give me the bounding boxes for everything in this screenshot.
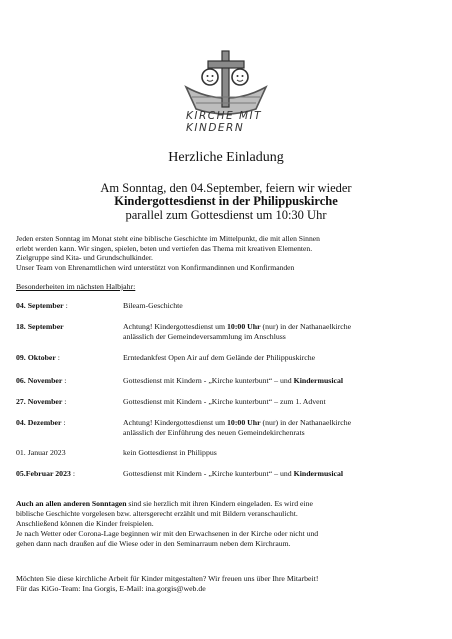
intro-line: erlebt werden kann. Wir singen, spielen, beten und vertiefen das Thema mit kreativen Elementen. bbox=[16, 243, 313, 253]
event-description: Gottesdienst mit Kindern - „Kirche kunterbunt“ – und Kindermusical bbox=[123, 469, 344, 478]
event-description: Gottesdienst mit Kindern - „Kirche kunterbunt“ – und Kindermusical bbox=[123, 376, 344, 385]
invitation-line-2: Kindergottesdienst in der Philippuskirche bbox=[114, 194, 338, 208]
logo-text-line2: KINDERN bbox=[186, 122, 245, 134]
event-date: 27. November : bbox=[16, 397, 67, 406]
event-date: 06. November : bbox=[16, 376, 67, 385]
intro-paragraph bbox=[16, 234, 436, 272]
closing-paragraph bbox=[16, 499, 440, 549]
intro-line: Zielgruppe sind Kita- und Grundschulkinder. bbox=[16, 253, 153, 263]
special-dates-heading: Besonderheiten im nächsten Halbjahr: bbox=[16, 282, 136, 291]
event-description: Achtung! Kindergottesdienst um 10:00 Uhr (nur) in der Nathanaelkirche anlässlich der Einführung des neuen Gemeindekirchenrats bbox=[123, 418, 352, 437]
invitation-line-3: parallel zum Gottesdienst um 10:30 Uhr bbox=[125, 208, 327, 222]
contact-line: Für das KiGo-Team: Ina Gorgis, E-Mail: ina.gorgis@web.de bbox=[16, 584, 206, 593]
event-date: 09. Oktober : bbox=[16, 353, 60, 362]
closing-line: Anschließend können die Kinder freispielen. bbox=[16, 519, 154, 528]
invitation-line-1: Am Sonntag, den 04.September, feiern wir wieder bbox=[100, 181, 352, 195]
logo-wordmark bbox=[186, 110, 286, 134]
event-description: kein Gottesdienst in Philippus bbox=[123, 448, 217, 457]
event-date: 18. September bbox=[16, 322, 64, 331]
event-description: Gottesdienst mit Kindern - „Kirche kunterbunt“ – zum 1. Advent bbox=[123, 397, 326, 406]
event-date: 05.Februar 2023 : bbox=[16, 469, 75, 478]
event-date: 04. Dezember : bbox=[16, 418, 66, 427]
event-description: Achtung! Kindergottesdienst um 10:00 Uhr (nur) in der Nathanaelkirche anlässlich der Gemeindeversammlung im Anschluss bbox=[123, 322, 352, 341]
event-description: Bileam-Geschichte bbox=[123, 301, 183, 310]
call-to-action: Möchten Sie diese kirchliche Arbeit für Kinder mitgestalten? Wir freuen uns über Ihre Mitarbeit! bbox=[16, 574, 319, 583]
closing-line: Je nach Wetter oder Corona-Lage beginnen wir mit den Erwachsenen in der Kirche oder nicht und bbox=[16, 529, 319, 538]
intro-line: Unser Team von Ehrenamtlichen wird unterstützt von Konfirmandinnen und Konfirmanden bbox=[16, 262, 295, 272]
closing-line: biblische Geschichte vorgelesen bzw. altersgerecht erzählt und mit Bildern veranschaulicht. bbox=[16, 509, 298, 518]
intro-line: Jeden ersten Sonntag im Monat steht eine biblische Geschichte im Mittelpunkt, die mit allen Sinnen bbox=[16, 234, 320, 243]
greeting-heading: Herzliche Einladung bbox=[168, 150, 284, 165]
logo-text-line1: KIRCHE MIT bbox=[186, 110, 263, 122]
closing-line: gehen dann nach draußen auf die Wiese oder in den Seminarraum neben dem Kirchraum. bbox=[16, 539, 291, 548]
event-date: 04. September : bbox=[16, 301, 68, 310]
contact-section bbox=[16, 574, 318, 594]
event-description: Erntedankfest Open Air auf dem Gelände der Philippuskirche bbox=[123, 353, 316, 362]
closing-line: Auch an allen anderen Sonntagen sind sie herzlich mit ihren Kindern eingeladen. Es wird eine bbox=[16, 499, 313, 508]
event-date: 01. Januar 2023 bbox=[16, 448, 66, 457]
